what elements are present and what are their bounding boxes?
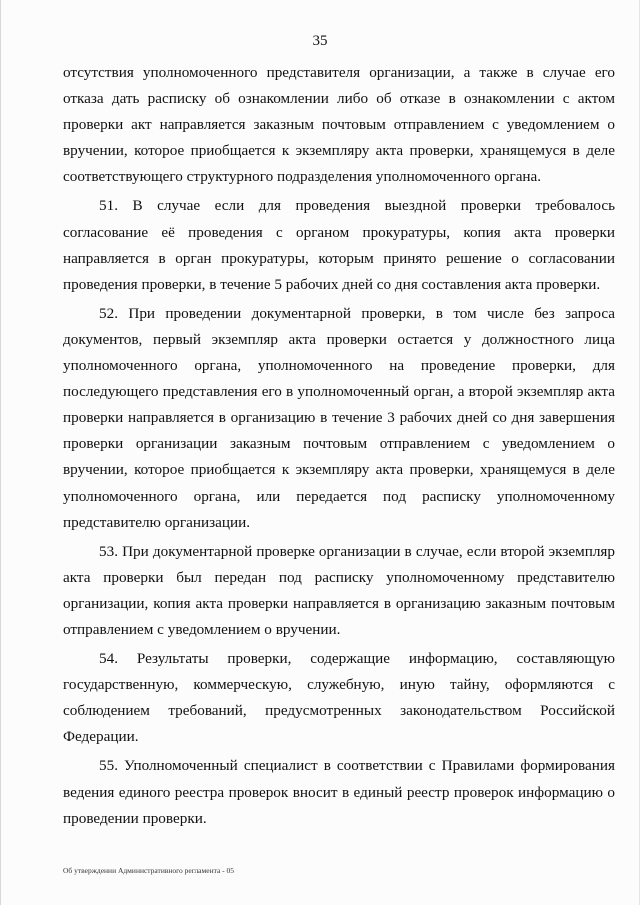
paragraph-52: 52. При проведении документарной проверки, в том числе без запроса документов, первый экземпляр акта проверки остается у должностного лица уполномоченного органа, уполномоченного на проведение проверки, для последующего представления его в уполномоченный орган, а второй экземпляр акта проверки направляется в организацию в течение 3 рабочих дней со дня завершения проверки организации заказным почтовым отправлением с уведомлением о вручении, которое приобщается к экземпляру акта проверки, хранящемуся в деле уполномоченного органа, или передается под расписку уполномоченному представителю организации. [63, 304, 615, 531]
paragraph-55: 55. Уполномоченный специалист в соответствии с Правилами формирования ведения единого реестра проверок вносит в единый реестр проверок информацию о проведении проверки. [63, 757, 615, 827]
paragraph-51: 51. В случае если для проведения выездной проверки требовалось согласование её проведения с органом прокуратуры, копия акта проверки направляется в орган прокуратуры, которым принято решение о согласовании проведения проверки, в течение 5 рабочих дней со дня составления акта проверки. [63, 197, 615, 293]
paragraph-continuation: отсутствия уполномоченного представителя организации, а также в случае его отказа дать расписку об ознакомлении либо об отказе в ознакомлении с актом проверки акт направляется заказным почтовым отправлением с уведомлением о вручении, которое приобщается к экземпляру акта проверки, хранящемуся в деле соответствующего структурного подразделения уполномоченного органа. [63, 64, 615, 186]
paragraph-53: 53. При документарной проверке организации в случае, если второй экземпляр акта проверки был передан под расписку уполномоченному представителю организации, копия акта проверки направляется в организацию заказным почтовым отправлением с уведомлением о вручении. [63, 542, 615, 638]
document-body [63, 60, 615, 832]
page-number: 35 [312, 33, 328, 49]
paragraph-54: 54. Результаты проверки, содержащие информацию, составляющую государственную, коммерческую, служебную, иную тайну, оформляются с соблюдением требований, предусмотренных законодательством Российской Федерации. [63, 650, 615, 746]
page-footer: Об утверждении Административного регламента - 05 [63, 866, 235, 875]
